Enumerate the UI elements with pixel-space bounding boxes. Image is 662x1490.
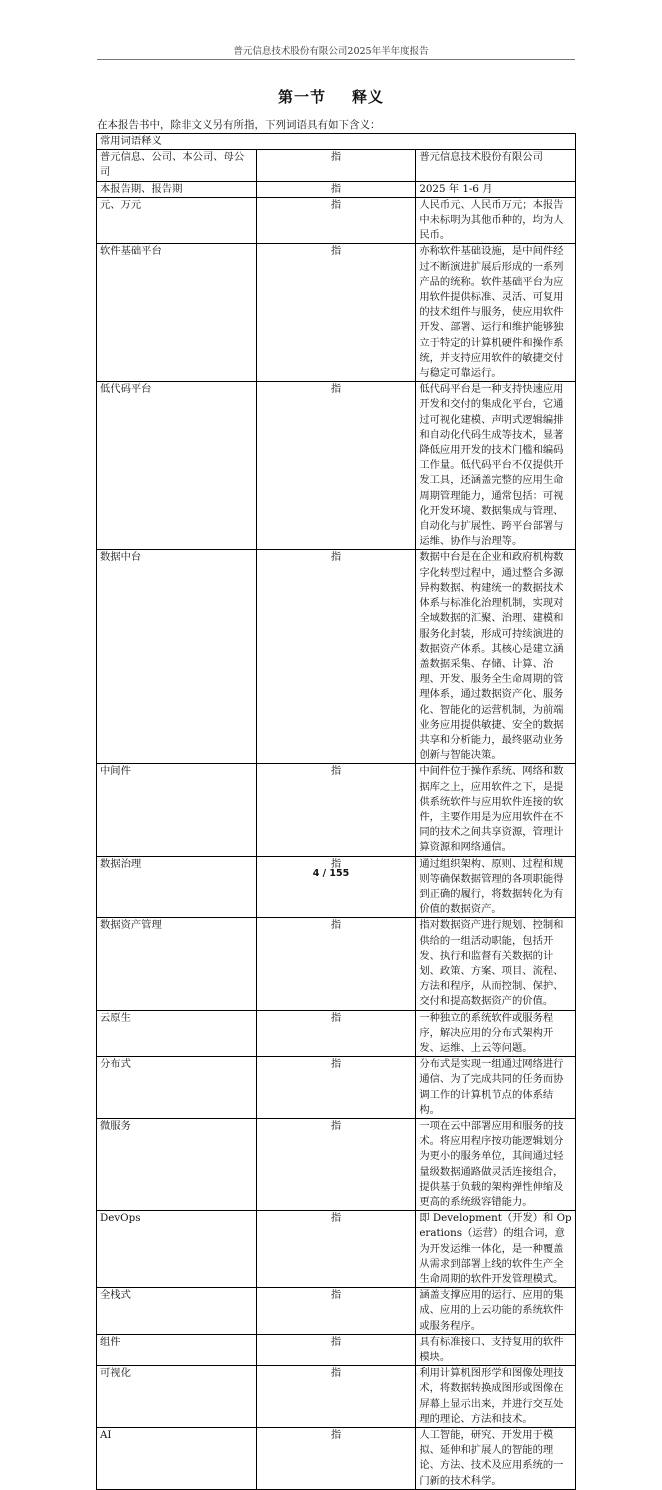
term-cell: DevOps [97, 1211, 257, 1288]
zhi-cell: 指 [256, 181, 416, 197]
zhi-cell: 指 [256, 244, 416, 382]
zhi-cell: 指 [256, 918, 416, 1010]
table-row [97, 150, 576, 181]
table-row [97, 1288, 576, 1335]
definition-cell: 中间件位于操作系统、网络和数据库之上，应用软件之下，是提供系统软件与应用软件连接的软件，主要作用是为应用软件在不同的技术之间共享资源，管理计算资源和网络通信。 [416, 764, 576, 856]
header-divider [97, 59, 575, 60]
term-cell: 可视化 [97, 1366, 257, 1428]
table-caption: 常用词语释义 [97, 134, 576, 150]
zhi-cell: 指 [256, 197, 416, 244]
zhi-cell: 指 [256, 1010, 416, 1057]
zhi-cell: 指 [256, 150, 416, 181]
section-number: 第一节 [277, 88, 326, 106]
definitions-table [96, 133, 576, 1490]
definition-cell: 涵盖支撑应用的运行、应用的集成、应用的上云功能的系统软件或服务程序。 [416, 1288, 576, 1335]
term-cell: AI [97, 1428, 257, 1490]
section-name: 释义 [352, 88, 385, 106]
zhi-cell: 指 [256, 1366, 416, 1428]
table-row [97, 1057, 576, 1119]
term-cell: 组件 [97, 1334, 257, 1365]
term-cell: 数据中台 [97, 550, 257, 764]
term-cell: 低代码平台 [97, 382, 257, 550]
zhi-cell: 指 [256, 764, 416, 856]
table-row [97, 550, 576, 764]
table-row [97, 1366, 576, 1428]
definition-cell: 分布式是实现一组通过网络进行通信、为了完成共同的任务而协调工作的计算机节点的体系结构。 [416, 1057, 576, 1119]
zhi-cell: 指 [256, 1288, 416, 1335]
running-header: 普元信息技术股份有限公司2025年半年度报告 [233, 46, 429, 57]
zhi-cell: 指 [256, 1057, 416, 1119]
definition-cell: 2025 年 1-6 月 [416, 181, 576, 197]
definition-cell: 即 Development（开发）和 Operations（运营）的组合词，意为开发运维一体化，是一种覆盖从需求到部署上线的软件生产全生命周期的软件开发管理模式。 [416, 1211, 576, 1288]
table-row [97, 918, 576, 1010]
intro-text: 在本报告书中，除非文义另有所指，下列词语具有如下含义： [97, 119, 381, 131]
definition-cell: 低代码平台是一种支持快速应用开发和交付的集成化平台，它通过可视化建模、声明式逻辑编排和自动化代码生成等技术，显著降低应用开发的技术门槛和编码工作量。低代码平台不仅提供开发工具，还涵盖完整的应用生命周期管理能力，通常包括：可视化开发环境、数据集成与管理、自动化与扩展性、跨平台部署与运维、协作与治理等。 [416, 382, 576, 550]
table-row [97, 764, 576, 856]
zhi-cell: 指 [256, 856, 416, 918]
term-cell: 软件基础平台 [97, 244, 257, 382]
definition-cell: 亦称软件基础设施，是中间件经过不断演进扩展后形成的一系列产品的统称。软件基础平台为应用软件提供标准、灵活、可复用的技术组件与服务，使应用软件开发、部署、运行和维护能够独立于特定的计算机硬件和操作系统，并支持应用软件的敏捷交付与稳定可靠运行。 [416, 244, 576, 382]
definition-cell: 普元信息技术股份有限公司 [416, 150, 576, 181]
table-row [97, 181, 576, 197]
zhi-cell: 指 [256, 382, 416, 550]
table-row [97, 382, 576, 550]
term-cell: 分布式 [97, 1057, 257, 1119]
definition-cell: 数据中台是在企业和政府机构数字化转型过程中，通过整合多源异构数据、构建统一的数据技术体系与标准化治理机制，实现对全域数据的汇聚、治理、建模和服务化封装，形成可持续演进的数据资产体系。其核心是建立涵盖数据采集、存储、计算、治理、开发、服务全生命周期的管理体系，通过数据资产化、服务化、智能化的运营机制，为前端业务应用提供敏捷、安全的数据共享和分析能力，最终驱动业务创新与智能决策。 [416, 550, 576, 764]
term-cell: 数据治理 [97, 856, 257, 918]
term-cell: 云原生 [97, 1010, 257, 1057]
term-cell: 全栈式 [97, 1288, 257, 1335]
section-title [0, 86, 662, 107]
zhi-cell: 指 [256, 1428, 416, 1490]
table-row [97, 1211, 576, 1288]
term-cell: 元、万元 [97, 197, 257, 244]
definition-cell: 通过组织架构、原则、过程和规则等确保数据管理的各项职能得到正确的履行，将数据转化为有价值的数据资产。 [416, 856, 576, 918]
zhi-cell: 指 [256, 1211, 416, 1288]
zhi-cell: 指 [256, 550, 416, 764]
definition-cell: 一种独立的系统软件或服务程序，解决应用的分布式架构开发、运维、上云等问题。 [416, 1010, 576, 1057]
term-cell: 微服务 [97, 1119, 257, 1211]
table-row [97, 197, 576, 244]
table-row [97, 1334, 576, 1365]
page-number: 4 / 155 [312, 868, 350, 879]
term-cell: 本报告期、报告期 [97, 181, 257, 197]
zhi-cell: 指 [256, 1119, 416, 1211]
definition-cell: 指对数据资产进行规划、控制和供给的一组活动职能，包括开发、执行和监督有关数据的计划、政策、方案、项目、流程、方法和程序，从而控制、保护、交付和提高数据资产的价值。 [416, 918, 576, 1010]
definition-cell: 具有标准接口、支持复用的软件模块。 [416, 1334, 576, 1365]
table-row [97, 1119, 576, 1211]
table-row [97, 856, 576, 918]
definition-cell: 人民币元、人民币万元；本报告中未标明为其他币种的，均为人民币。 [416, 197, 576, 244]
definition-cell: 利用计算机图形学和图像处理技术，将数据转换成图形或图像在屏幕上显示出来，并进行交互处理的理论、方法和技术。 [416, 1366, 576, 1428]
table-row [97, 244, 576, 382]
definition-cell: 人工智能，研究、开发用于模拟、延伸和扩展人的智能的理论、方法、技术及应用系统的一门新的技术科学。 [416, 1428, 576, 1490]
term-cell: 数据资产管理 [97, 918, 257, 1010]
zhi-cell: 指 [256, 1334, 416, 1365]
table-caption-row [97, 134, 576, 150]
term-cell: 普元信息、公司、本公司、母公司 [97, 150, 257, 181]
definition-cell: 一项在云中部署应用和服务的技术。将应用程序按功能逻辑划分为更小的服务单位，其间通过轻量级数据通路做灵活连接组合，提供基于负载的架构弹性伸缩及更高的系统级容错能力。 [416, 1119, 576, 1211]
term-cell: 中间件 [97, 764, 257, 856]
table-row [97, 1010, 576, 1057]
table-row [97, 1428, 576, 1490]
